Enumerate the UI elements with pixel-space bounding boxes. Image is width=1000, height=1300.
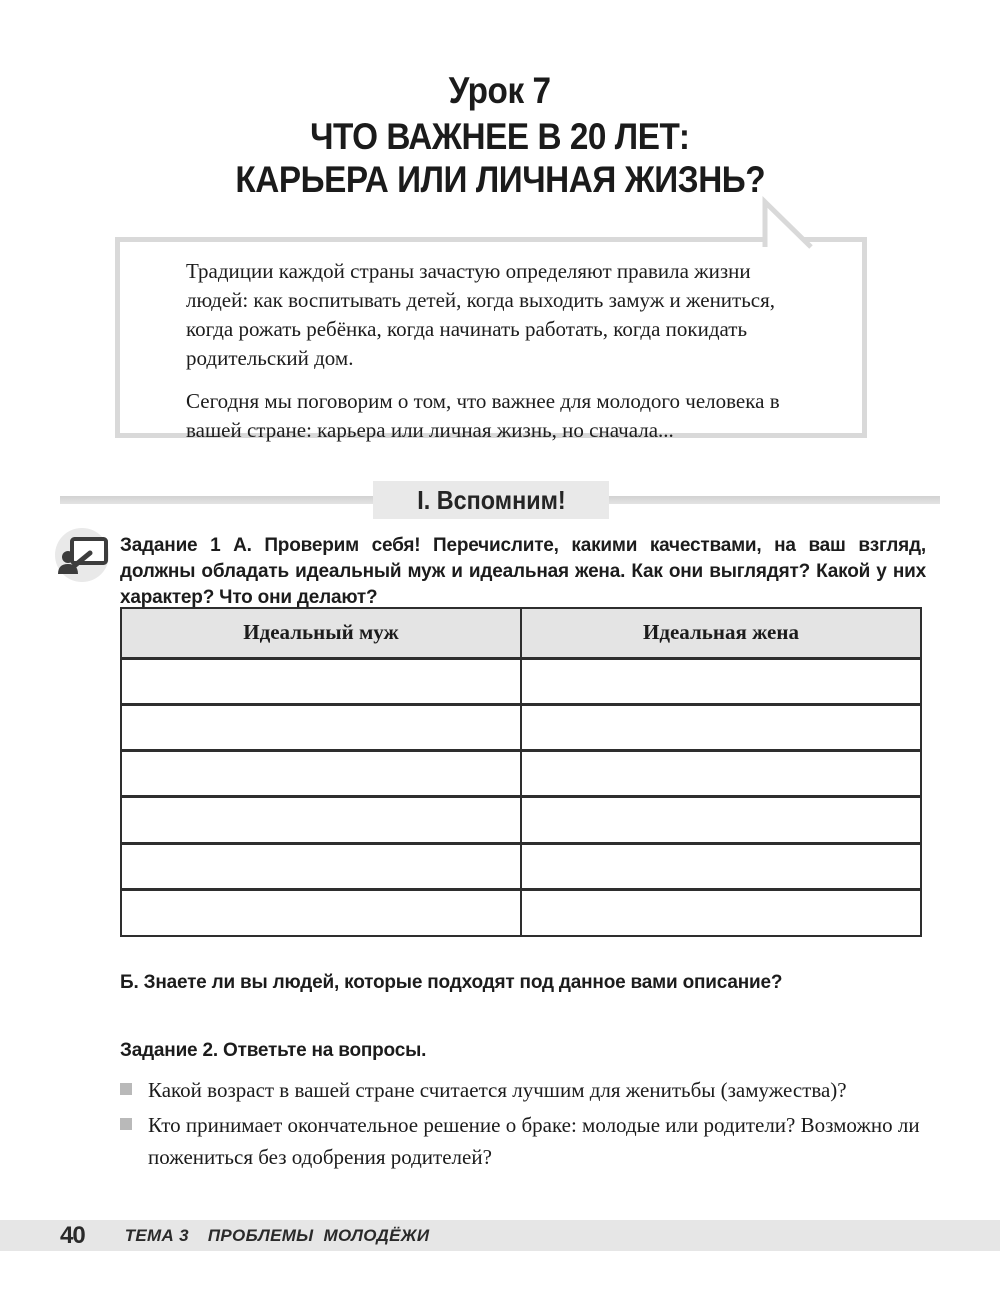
table-cell-blank [521, 704, 921, 750]
page-footer [0, 1220, 1000, 1251]
table-row [121, 797, 921, 843]
lesson-title-line2: КАРЬЕРА ИЛИ ЛИЧНАЯ ЖИЗНЬ? [235, 159, 765, 200]
speech-bubble-tail-icon [762, 195, 814, 249]
table-cell-blank [521, 658, 921, 704]
table-cell-blank [121, 797, 521, 843]
square-bullet-icon [120, 1118, 132, 1130]
table-cell-blank [121, 751, 521, 797]
section-header [373, 481, 609, 519]
page-number: 40 [60, 1221, 85, 1249]
table-header-husband: Идеальный муж [121, 608, 521, 658]
question-text: Кто принимает окончательное решение о браке: молодые или родители? Возможно ли пожениться без одобрения родителей? [148, 1113, 920, 1169]
table-row [121, 751, 921, 797]
table-cell-blank [521, 797, 921, 843]
question-text: Какой возраст в вашей стране считается лучшим для женитьбы (замужества)? [148, 1078, 847, 1102]
intro-paragraph: Традиции каждой страны зачастую определяют правила жизни людей: как воспитывать детей, когда выходить замуж и жениться, когда рожать ребёнка, когда начинать работать, когда покидать родительский дом. [186, 259, 776, 370]
table-row [121, 843, 921, 889]
task1b-question: Б. Знаете ли вы людей, которые подходят под данное вами описание? [120, 972, 783, 993]
footer-theme [125, 1226, 430, 1246]
lesson-title-line1: ЧТО ВАЖНЕЕ В 20 ЛЕТ: [310, 116, 690, 157]
footer-theme-title: ПРОБЛЕМЫ МОЛОДЁЖИ [207, 1225, 430, 1245]
intro-speech-bubble [115, 237, 867, 442]
table-cell-blank [121, 658, 521, 704]
question-item [120, 1109, 935, 1173]
ideal-spouse-table [120, 607, 922, 937]
table-row [121, 704, 921, 750]
table-row [121, 890, 921, 936]
table-cell-blank [121, 890, 521, 936]
task1-instruction: Задание 1 А. Проверим себя! Перечислите, какими качествами, на ваш взгляд, должны обладать идеальный муж и идеальная жена. Как они выглядят? Какой у них характер? Что они делают? [120, 535, 926, 608]
footer-theme-label: ТЕМА 3 [124, 1225, 189, 1245]
table-cell-blank [521, 843, 921, 889]
lesson-header [0, 70, 1000, 201]
table-cell-blank [121, 704, 521, 750]
section-title: I. Вспомним! [416, 484, 566, 515]
table-cell-blank [121, 843, 521, 889]
square-bullet-icon [120, 1083, 132, 1095]
task2-question-list [120, 1074, 935, 1176]
table-header-wife: Идеальная жена [521, 608, 921, 658]
table-header-row [121, 608, 921, 658]
lesson-number: Урок 7 [449, 70, 551, 111]
table-row [121, 658, 921, 704]
intro-paragraph: Сегодня мы поговорим о том, что важнее для молодого человека в вашей стране: карьера или личная жизнь, но сначала... [186, 389, 780, 442]
table-cell-blank [521, 751, 921, 797]
table-cell-blank [521, 890, 921, 936]
question-item [120, 1074, 935, 1106]
task2-title: Задание 2. Ответьте на вопросы. [120, 1040, 427, 1061]
presenter-board-icon [52, 526, 112, 586]
